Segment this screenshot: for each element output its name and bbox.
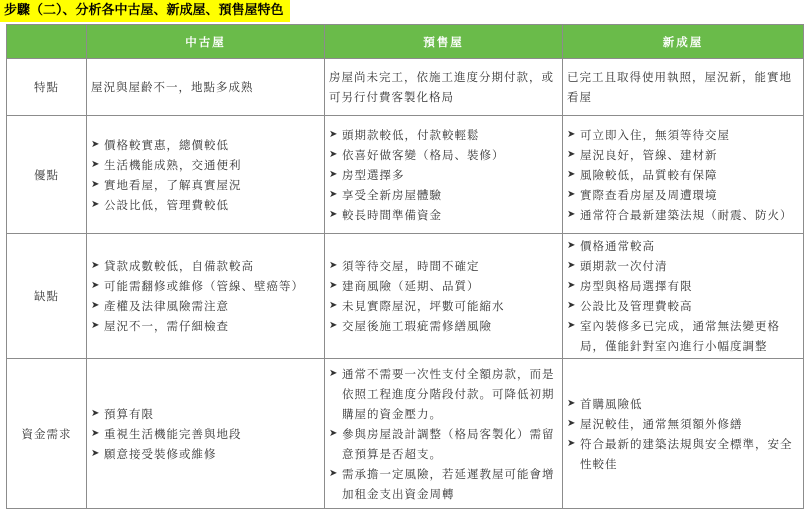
bullet-item: ➤ 房型選擇多 — [329, 165, 558, 185]
bullet-item: ➤ 參與房屋設計調整（格局客製化）需留意預算是否超支。 — [329, 424, 558, 464]
table-row-pros — [7, 116, 804, 234]
cell-cons-used-house — [87, 234, 325, 359]
bullet-list — [567, 236, 799, 356]
bullet-list — [329, 364, 558, 504]
bullet-item: ➤ 依喜好做客變（格局、裝修） — [329, 145, 558, 165]
bullet-item: ➤ 通常符合最新建築法規（耐震、防火） — [567, 205, 799, 225]
cell-pros-new-house — [563, 116, 804, 234]
bullet-item: ➤ 屋況不一，需仔細檢查 — [91, 316, 320, 336]
bullet-item: ➤ 頭期款較低，付款較輕鬆 — [329, 125, 558, 145]
bullet-item: ➤ 建商風險（延期、品質） — [329, 276, 558, 296]
bullet-item: ➤ 價格較實惠，總價較低 — [91, 135, 320, 155]
bullet-item: ➤ 公設比低，管理費較低 — [91, 195, 320, 215]
table-row-funding — [7, 359, 804, 509]
bullet-item: ➤ 願意接受裝修或維修 — [91, 444, 320, 464]
bullet-item: ➤ 房型與格局選擇有限 — [567, 276, 799, 296]
bullet-item: ➤ 需承擔一定風險，若延遲教屋可能會增加租金支出資金周轉 — [329, 464, 558, 504]
bullet-item: ➤ 享受全新房屋體驗 — [329, 185, 558, 205]
bullet-item: ➤ 可立即入住，無須等待交屋 — [567, 125, 799, 145]
bullet-list — [567, 394, 799, 474]
bullet-item: ➤ 室內裝修多已完成，通常無法變更格局，僅能針對室內進行小幅度調整 — [567, 316, 799, 356]
header-used-house: 中古屋 — [87, 25, 325, 59]
bullet-item: ➤ 屋況較佳，通常無須額外修繕 — [567, 414, 799, 434]
bullet-item: ➤ 屋況良好，管線、建材新 — [567, 145, 799, 165]
bullet-list — [91, 135, 320, 215]
row-label-pros: 優點 — [7, 116, 87, 234]
bullet-item: ➤ 實地看屋，了解真實屋況 — [91, 175, 320, 195]
bullet-item: ➤ 符合最新的建築法規與安全標準，安全性較佳 — [567, 434, 799, 474]
bullet-item: ➤ 預算有限 — [91, 404, 320, 424]
cell-cons-presale-house — [325, 234, 563, 359]
row-label-features: 特點 — [7, 59, 87, 116]
bullet-list — [91, 404, 320, 464]
bullet-list — [329, 125, 558, 225]
bullet-item: ➤ 貸款成數較低，自備款較高 — [91, 256, 320, 276]
row-label-funding: 資金需求 — [7, 359, 87, 509]
bullet-item: ➤ 實際查看房屋及周遭環境 — [567, 185, 799, 205]
table-row-features — [7, 59, 804, 116]
table-header-row — [7, 25, 804, 59]
bullet-item: ➤ 通常不需要一次性支付全額房款，而是依照工程進度分階段付款。可降低初期購屋的資金壓力。 — [329, 364, 558, 424]
bullet-item: ➤ 重視生活機能完善與地段 — [91, 424, 320, 444]
cell-features-used-house: 屋況與屋齡不一，地點多成熟 — [87, 59, 325, 116]
header-presale-house: 預售屋 — [325, 25, 563, 59]
bullet-list — [91, 256, 320, 336]
bullet-item: ➤ 首購風險低 — [567, 394, 799, 414]
bullet-item: ➤ 生活機能成熟，交通便利 — [91, 155, 320, 175]
table-row-cons — [7, 234, 804, 359]
cell-features-new-house: 已完工且取得使用執照，屋況新，能實地看屋 — [563, 59, 804, 116]
page-title: 步驟（二）、分析各中古屋、新成屋、預售屋特色 — [0, 0, 290, 22]
cell-cons-new-house — [563, 234, 804, 359]
bullet-item: ➤ 風險較低，品質較有保障 — [567, 165, 799, 185]
bullet-item: ➤ 產權及法律風險需注意 — [91, 296, 320, 316]
cell-pros-used-house — [87, 116, 325, 234]
row-label-cons: 缺點 — [7, 234, 87, 359]
bullet-item: ➤ 較長時間準備資金 — [329, 205, 558, 225]
cell-funding-new-house — [563, 359, 804, 509]
bullet-item: ➤ 頭期款一次付清 — [567, 256, 799, 276]
bullet-item: ➤ 須等待交屋，時間不確定 — [329, 256, 558, 276]
comparison-table — [6, 24, 804, 509]
bullet-item: ➤ 價格通常較高 — [567, 236, 799, 256]
bullet-item: ➤ 公設比及管理費較高 — [567, 296, 799, 316]
bullet-item: ➤ 交屋後施工瑕疵需修繕風險 — [329, 316, 558, 336]
bullet-item: ➤ 未見實際屋況，坪數可能縮水 — [329, 296, 558, 316]
cell-pros-presale-house — [325, 116, 563, 234]
header-new-house: 新成屋 — [563, 25, 804, 59]
bullet-list — [567, 125, 799, 225]
bullet-list — [329, 256, 558, 336]
header-corner — [7, 25, 87, 59]
bullet-item: ➤ 可能需翻修或維修（管線、壁癌等） — [91, 276, 320, 296]
cell-features-presale-house: 房屋尚未完工，依施工進度分期付款，或可另行付費客製化格局 — [325, 59, 563, 116]
cell-funding-used-house — [87, 359, 325, 509]
cell-funding-presale-house — [325, 359, 563, 509]
